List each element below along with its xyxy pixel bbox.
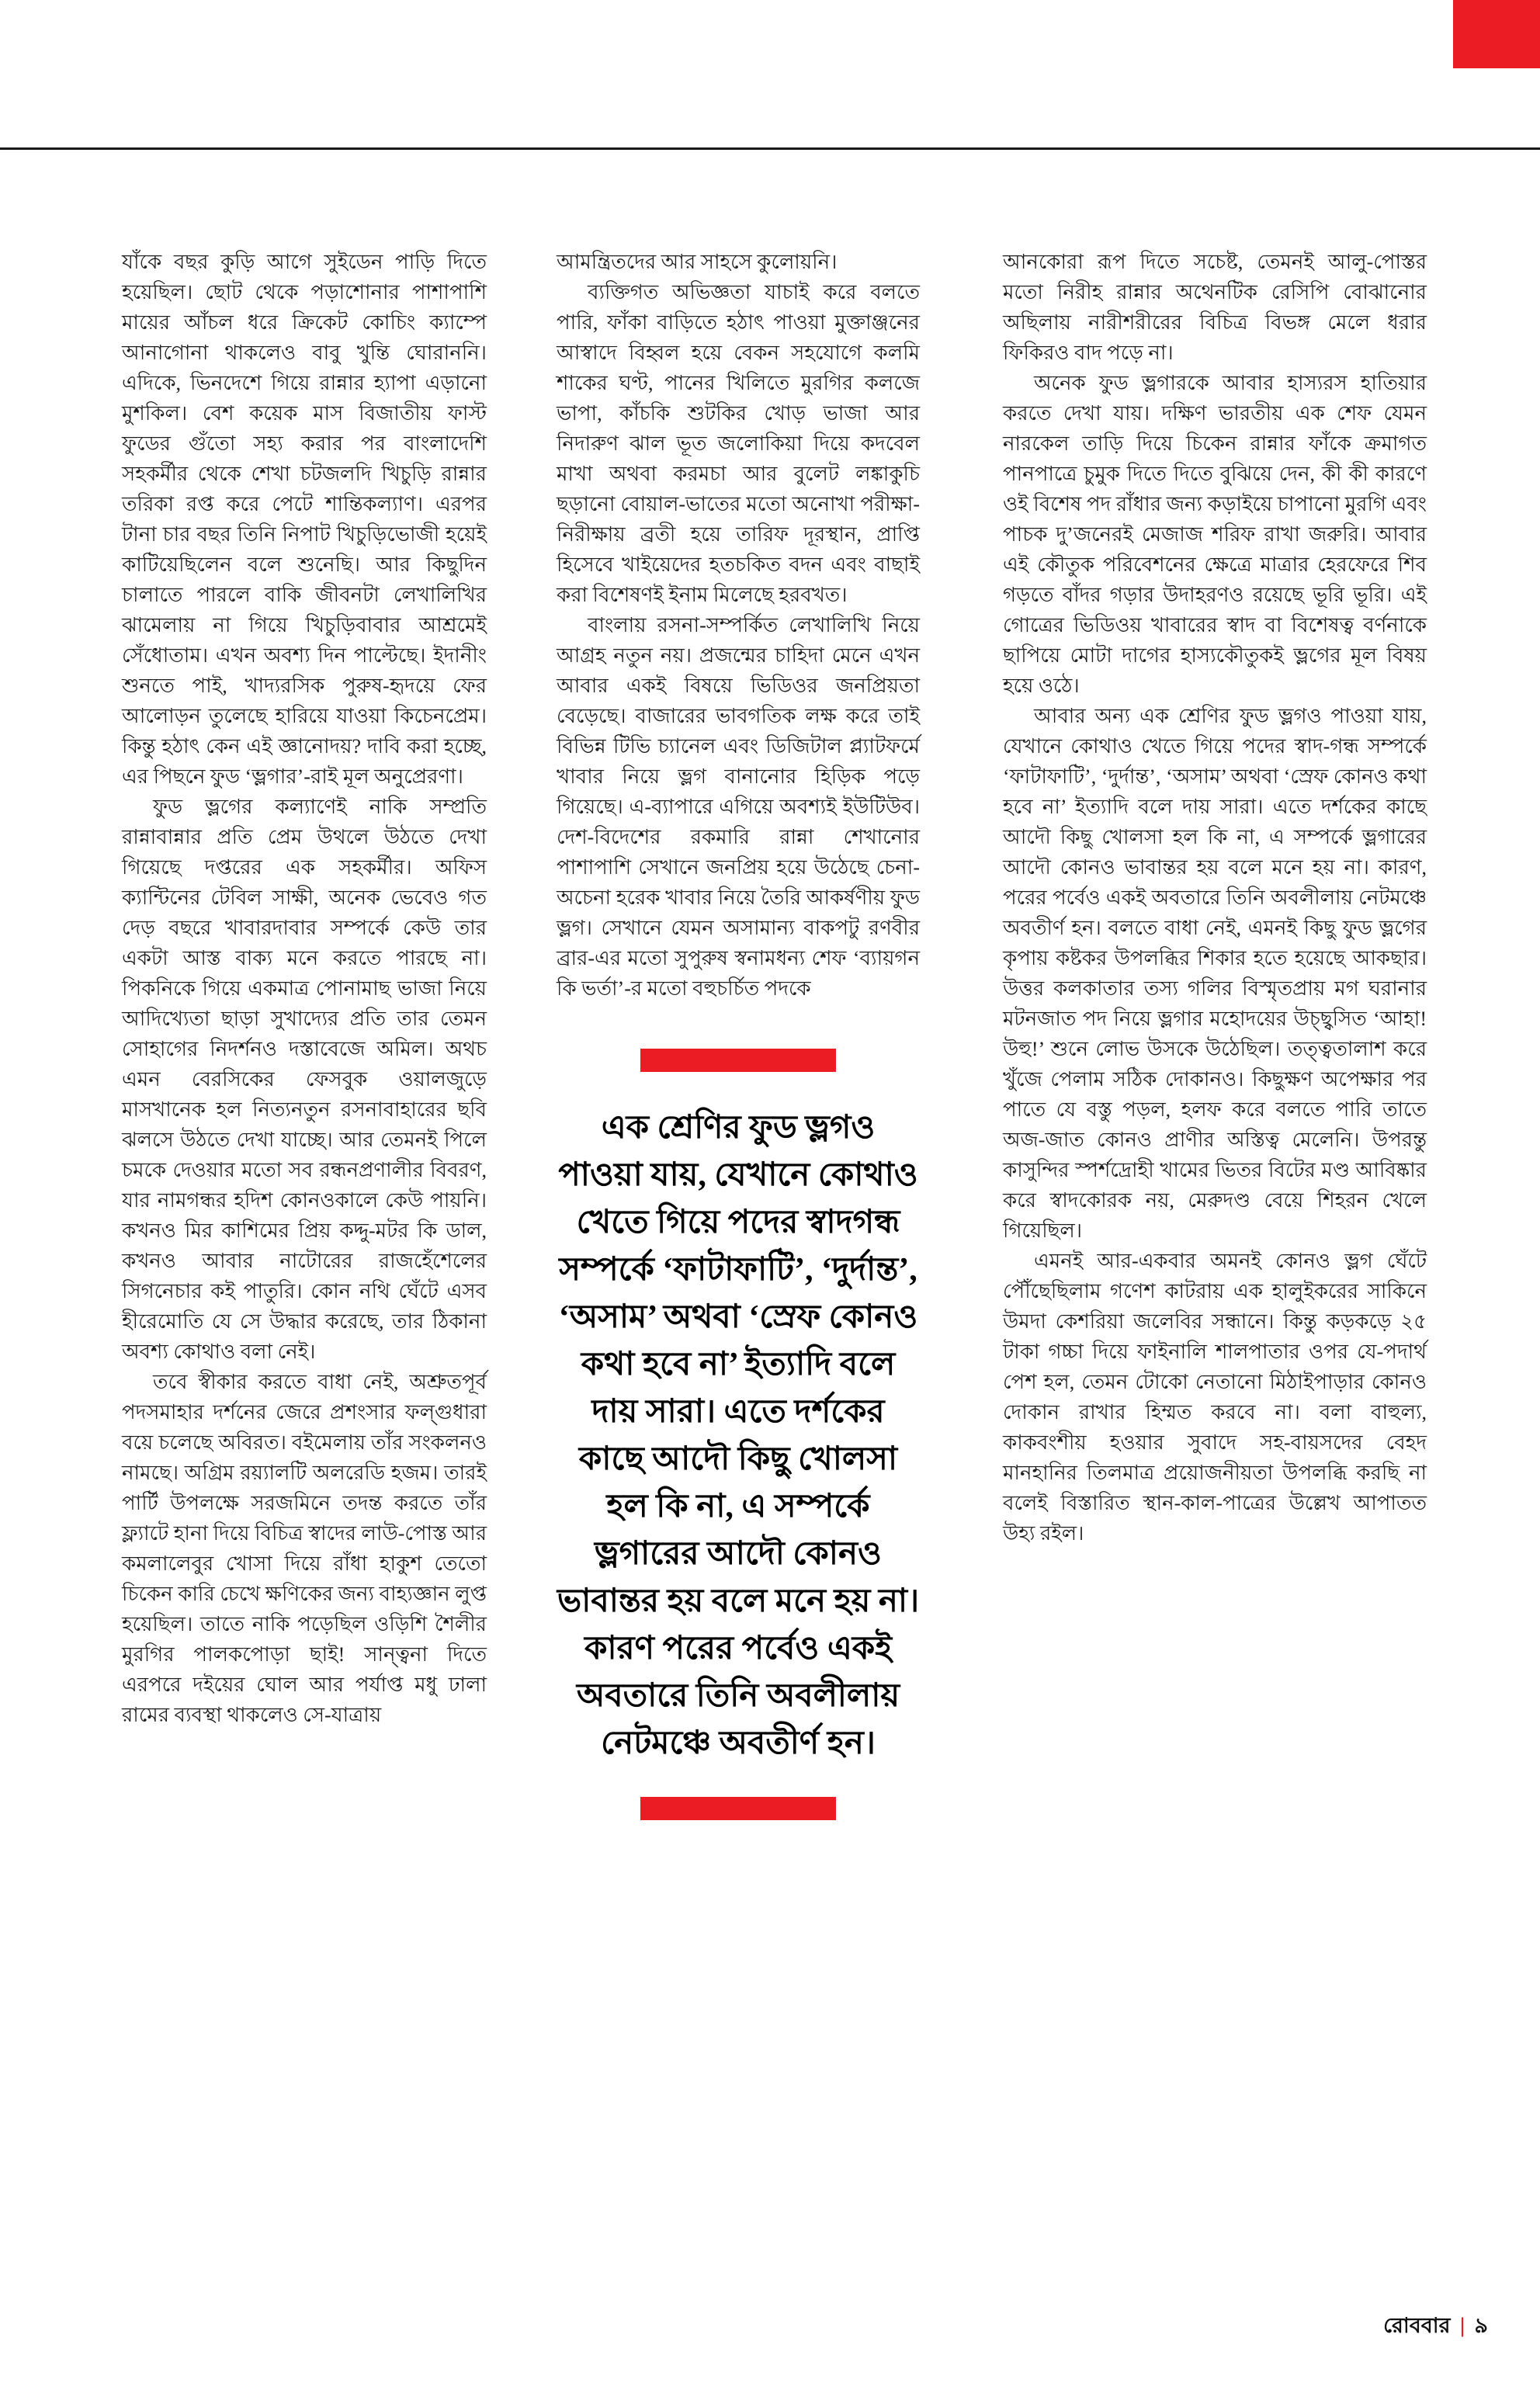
body-paragraph: বাংলায় রসনা-সম্পর্কিত লেখালিখি নিয়ে আগ্রহ নতুন নয়। প্রজন্মের চাহিদা মেনে এখন আবার একই বিষয়ে ভিডিওর জনপ্রিয়তা বেড়েছে। বাজারের ভাবগতিক লক্ষ করে তাই বিভিন্ন টিভি চ্যানেল এবং ডিজিটাল প্ল্যাটফর্মে খাবার নিয়ে ভ্লগ বানানোর হিড়িক পড়ে গিয়েছে। এ-ব্যাপারে এগিয়ে অবশ্যই ইউটিউব। দেশ-বিদেশের রকমারি রান্না শেখানোর পাশাপাশি সেখানে জনপ্রিয় হয়ে উঠেছে চেনা-অচেনা হরেক খাবার নিয়ে তৈরি আকর্ষণীয় ফুড ভ্লগ। সেখানে যেমন অসামান্য বাকপটু রণবীর ব্রার-এর মতো সুপুরুষ স্বনামধন্য শেফ ‘ব্যায়গন কি ভর্তা’-র মতো বহুচর্চিত পদকে [557, 614, 920, 1000]
body-paragraph: যাঁকে বছর কুড়ি আগে সুইডেন পাড়ি দিতে হয়েছিল। ছোট থেকে পড়াশোনার পাশাপাশি মায়ের আঁচল ধরে ক্রিকেট কোচিং ক্যাম্পে আনাগোনা থাকলেও বাবু খুন্তি ঘোরাননি। এদিকে, ভিনদেশে গিয়ে রান্নার হ্যাপা এড়ানো মুশকিল। বেশ কয়েক মাস বিজাতীয় ফাস্ট ফুডের গুঁতো সহ্য করার পর বাংলাদেশি সহকর্মীর থেকে শেখা চটজলদি খিচুড়ি রান্নার তরিকা রপ্ত করে পেটে শান্তিকল্যাণ। এরপর টানা চার বছর তিনি নিপাট খিচুড়িভোজী হয়েই কাটিয়েছিলেন বলে শুনেছি। আর কিছুদিন চালাতে পারলে বাকি জীবনটা লেখালিখির ঝামেলায় না গিয়ে খিচুড়িবাবার আশ্রমেই সেঁধোতাম। এখন অবশ্য দিন পাল্টেছে। ইদানীং শুনতে পাই, খাদ্যরসিক পুরুষ-হৃদয়ে ফের আলোড়ন তুলেছে হারিয়ে যাওয়া কিচেনপ্রেম। কিন্তু হঠাৎ কেন এই জ্ঞানোদয়? দাবি করা হচ্ছে, এর পিছনে ফুড ‘ভ্লগার’-রাই মূল অনুপ্রেরণা। [122, 251, 487, 788]
body-paragraph: আবার অন্য এক শ্রেণির ফুড ভ্লগও পাওয়া যায়, যেখানে কোথাও খেতে গিয়ে পদের স্বাদ-গন্ধ সম্পর্কে ‘ফাটাফাটি’, ‘দুর্দান্ত’, ‘অসাম’ অথবা ‘স্রেফ কোনও কথা হবে না’ ইত্যাদি বলে দায় সারা। এতে দর্শকের কাছে আদৌ কিছু খোলসা হল কি না, এ সম্পর্কে ভ্লগারের আদৌ কোনও ভাবান্তর হয় বলে মনে হয় না। কারণ, পরের পর্বেও একই অবতারে তিনি অবলীলায় নেটমঞ্চে অবতীর্ণ হন। বলতে বাধা নেই, এমনই কিছু ফুড ভ্লগের কৃপায় কষ্টকর উপলব্ধির শিকার হতে হয়েছে আকছার। উত্তর কলকাতার তস্য গলির বিস্মৃতপ্রায় মগ ঘরানার মটনজাত পদ নিয়ে ভ্লগার মহোদয়ের উচ্ছ্বসিত ‘আহা! উহু!’ শুনে লোভ উসকে উঠেছিল। তত্ত্বতালাশ করে খুঁজে পেলাম সঠিক দোকানও। কিছুক্ষণ অপেক্ষার পর পাতে যে বস্তু পড়ল, হলফ করে বলতে পারি তাতে অজ-জাত কোনও প্রাণীর অস্তিত্ব মেলেনি। উপরন্তু কাসুন্দির স্পর্শদ্রোহী খামের ভিতর বিটের মণ্ড আবিষ্কার করে স্বাদকোরক নয়, মেরুদণ্ড বেয়ে শিহরন খেলে গিয়েছিল। [1003, 705, 1427, 1242]
column-right [1003, 247, 1427, 1549]
footer-divider: | [1459, 2314, 1465, 2337]
header-rule [0, 147, 1540, 150]
body-paragraph: এমনই আর-একবার অমনই কোনও ভ্লগ ঘেঁটে পৌঁছেছিলাম গণেশ কাটরায় এক হালুইকরের সাকিনে উমদা কেশরিয়া জলেবির সন্ধানে। কিন্তু কড়কড়ে ২৫ টাকা গচ্চা দিয়ে ফাইনালি শালপাতার ওপর যে-পদার্থ পেশ হল, তেমন টোকো নেতানো মিঠাইপাড়ার কোনও দোকান রাখার হিম্মত করবে না। বলা বাহুল্য, কাকবংশীয় হওয়ার সুবাদে সহ-বায়সদের বেহদ মানহানির তিলমাত্র প্রয়োজনীয়তা উপলব্ধি করছি না বলেই বিস্তারিত স্থান-কাল-পাত্রের উল্লেখ আপাতত উহ্য রইল। [1003, 1250, 1427, 1545]
pull-quote [557, 1049, 920, 1820]
pull-quote-top-bar [640, 1049, 836, 1072]
body-paragraph: অনেক ফুড ভ্লগারকে আবার হাস্যরস হাতিয়ার করতে দেখা যায়। দক্ষিণ ভারতীয় এক শেফ যেমন নারকেল তাড়ি দিয়ে চিকেন রান্নার ফাঁকে ক্রমাগত পানপাত্রে চুমুক দিতে দিতে বুঝিয়ে দেন, কী কী কারণে ওই বিশেষ পদ রাঁধার জন্য কড়াইয়ে চাপানো মুরগি এবং পাচক দু’জনেরই মেজাজ শরিফ রাখা জরুরি। আবার এই কৌতুক পরিবেশনের ক্ষেত্রে মাত্রার হেরফেরে শিব গড়তে বাঁদর গড়ার উদাহরণও রয়েছে ভূরি ভূরি। এই গোত্রের ভিডিওয় খাবারের স্বাদ বা বিশেষত্ব বর্ণনাকে ছাপিয়ে মোটা দাগের হাস্যকৌতুকই ভ্লগের মূল বিষয় হয়ে ওঠে। [1003, 372, 1427, 697]
body-paragraph: তবে স্বীকার করতে বাধা নেই, অশ্রুতপূর্ব পদসমাহার দর্শনের জেরে প্রশংসার ফল্গুধারা বয়ে চলেছে অবিরত। বইমেলায় তাঁর সংকলনও নামছে। অগ্রিম রয়্যালটি অলরেডি হজম। তারই পার্টি উপলক্ষে সরজমিনে তদন্ত করতে তাঁর ফ্ল্যাটে হানা দিয়ে বিচিত্র স্বাদের লাউ-পোস্ত আর কমলালেবুর খোসা দিয়ে রাঁধা হাকুশ তেতো চিকেন কারি চেখে ক্ষণিকের জন্য বাহ্যজ্ঞান লুপ্ত হয়েছিল। তাতে নাকি পড়েছিল ওড়িশি শৈলীর মুরগির পালকপোড়া ছাই! সান্ত্বনা দিতে এরপরে দইয়ের ঘোল আর পর্যাপ্ত মধু ঢালা রামের ব্যবস্থা থাকলেও সে-যাত্রায় [122, 1371, 487, 1726]
pull-quote-text: এক শ্রেণির ফুড ভ্লগও পাওয়া যায়, যেখানে কোথাও খেতে গিয়ে পদের স্বাদগন্ধ সম্পর্কে ‘ফাটাফাটি’, ‘দুর্দান্ত’, ‘অসাম’ অথবা ‘স্রেফ কোনও কথা হবে না’ ইত্যাদি বলে দায় সারা। এতে দর্শকের কাছে আদৌ কিছু খোলসা হল কি না, এ সম্পর্কে ভ্লগারের আদৌ কোনও ভাবান্তর হয় বলে মনে হয় না। কারণ পরের পর্বেও একই অবতারে তিনি অবলীলায় নেটমঞ্চে অবতীর্ণ হন। [557, 1110, 920, 1761]
page-number: ৯ [1474, 2314, 1488, 2337]
column-left [122, 247, 487, 1730]
column-middle [557, 247, 920, 1820]
body-paragraph: আমন্ত্রিতদের আর সাহসে কুলোয়নি। [557, 251, 838, 273]
publication-title: রোববার [1383, 2314, 1451, 2337]
body-paragraph: আনকোরা রূপ দিতে সচেষ্ট, তেমনই আলু-পোস্তর মতো নিরীহ রান্নার অথেনটিক রেসিপি বোঝানোর অছিলায় নারীশরীরের বিচিত্র বিভঙ্গ মেলে ধরার ফিকিরও বাদ পড়ে না। [1003, 251, 1427, 364]
corner-accent-block [1453, 0, 1540, 68]
page-footer [1383, 2310, 1488, 2345]
pull-quote-bottom-bar [640, 1797, 836, 1820]
body-paragraph: ব্যক্তিগত অভিজ্ঞতা যাচাই করে বলতে পারি, ফাঁকা বাড়িতে হঠাৎ পাওয়া মুক্তাঞ্জনের আস্বাদে বিহ্বল হয়ে বেকন সহযোগে কলমি শাকের ঘণ্ট, পানের খিলিতে মুরগির কলজে ভাপা, কাঁচকি শুটকির খোড় ভাজা আর নিদারুণ ঝাল ভূত জলোকিয়া দিয়ে কদবেল মাখা অথবা করমচা আর বুলেট লঙ্কাকুচি ছড়ানো বোয়াল-ভাতের মতো অনোখা পরীক্ষা-নিরীক্ষায় ব্রতী হয়ে তারিফ দূরস্থান, প্রাপ্তি হিসেবে খাইয়েদের হতচকিত বদন এবং বাছাই করা বিশেষণই ইনাম মিলেছে হরবখত। [557, 281, 920, 606]
body-paragraph: ফুড ভ্লগের কল্যাণেই নাকি সম্প্রতি রান্নাবান্নার প্রতি প্রেম উথলে উঠতে দেখা গিয়েছে দপ্তরের এক সহকর্মীর। অফিস ক্যান্টিনের টেবিল সাক্ষী, অনেক ভেবেও গত দেড় বছরে খাবারদাবার সম্পর্কে কেউ তার একটা আস্ত বাক্য মনে করতে পারছে না। পিকনিকে গিয়ে একমাত্র পোনামাছ ভাজা নিয়ে আদিখ্যেতা ছাড়া সুখাদ্যের প্রতি তার তেমন সোহাগের নিদর্শনও দস্তাবেজে অমিল। অথচ এমন বেরসিকের ফেসবুক ওয়ালজুড়ে মাসখানেক হল নিত্যনতুন রসনাবাহারের ছবি ঝলসে উঠতে দেখা যাচ্ছে। আর তেমনই পিলে চমকে দেওয়ার মতো সব রন্ধনপ্রণালীর বিবরণ, যার নামগন্ধর হদিশ কোনওকালে কেউ পায়নি। কখনও মির কাশিমের প্রিয় কদ্দু-মটর কি ডাল, কখনও আবার নাটোরের রাজহেঁশেলের সিগনেচার কই পাতুরি। কোন নথি ঘেঁটে এসব হীরেমোতি যে সে উদ্ধার করেছে, তার ঠিকানা অবশ্য কোথাও বলা নেই। [122, 796, 487, 1363]
